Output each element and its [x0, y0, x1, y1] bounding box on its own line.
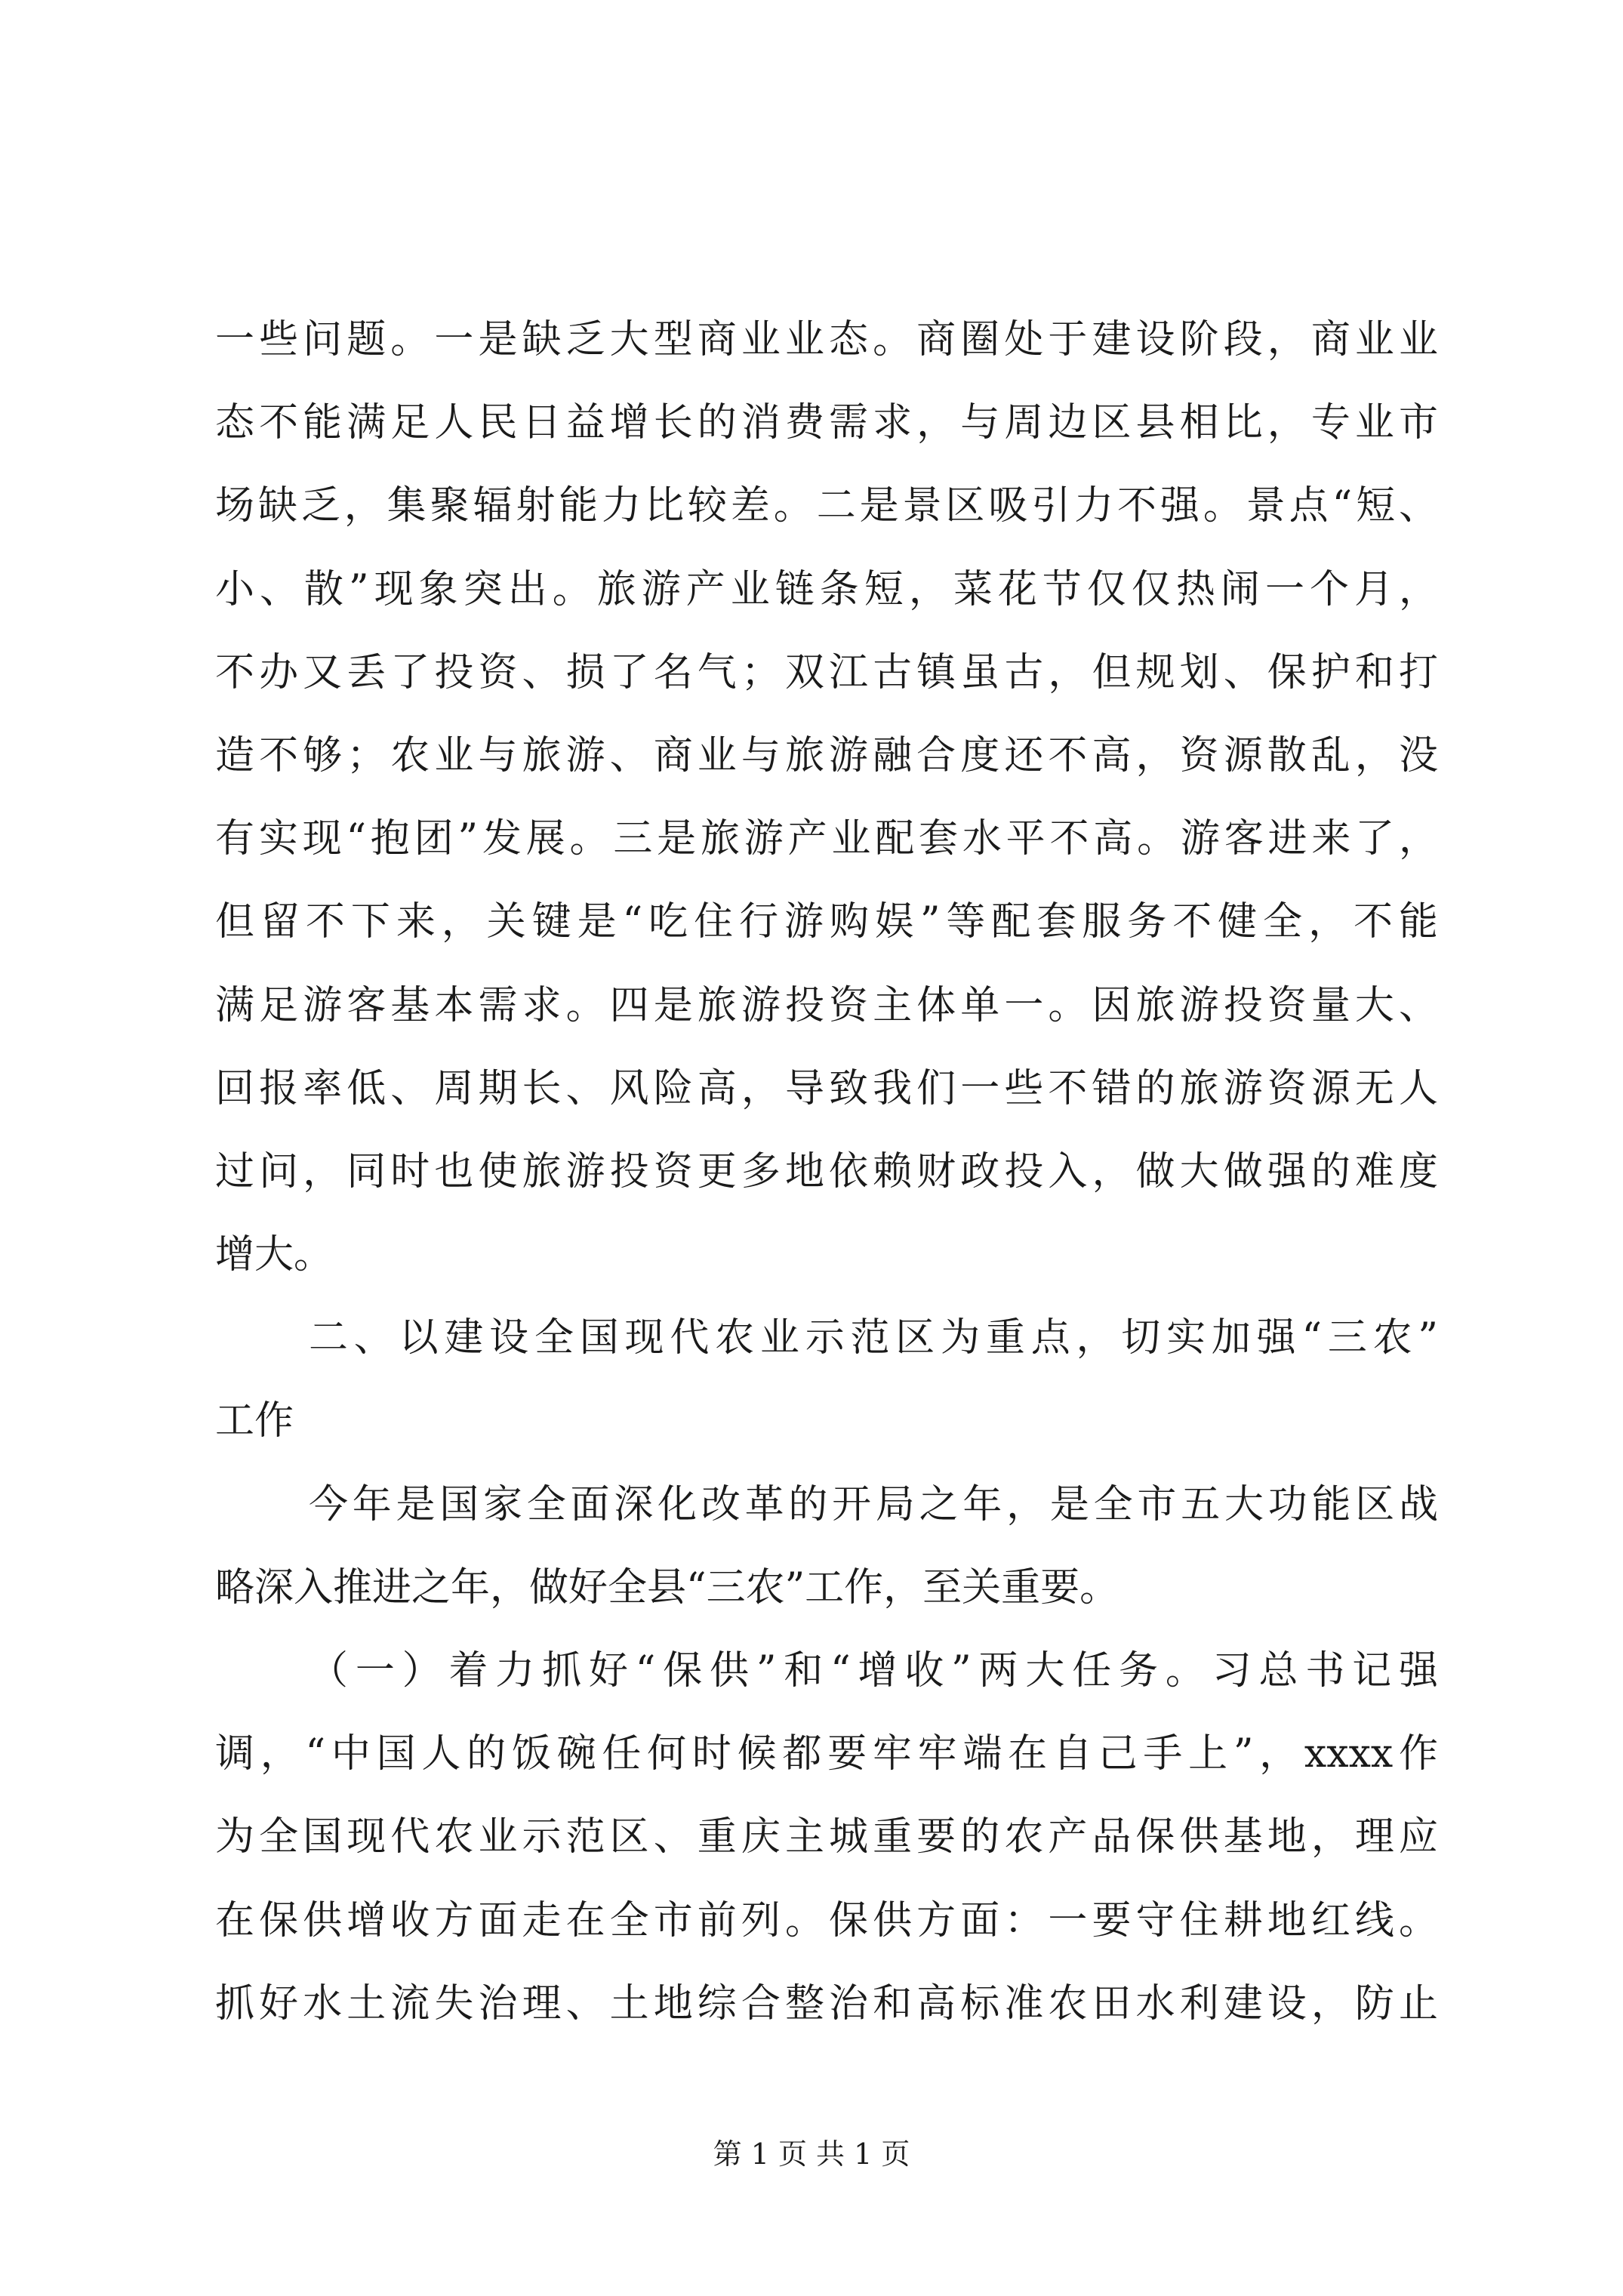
paragraph-line: 场缺乏，集聚辐射能力比较差。二是景区吸引力不强。景点“短、 — [215, 483, 1438, 529]
paragraph-line: 不办又丢了投资、损了名气；双江古镇虽古，但规划、保护和打 — [215, 649, 1438, 695]
paragraph-line: 抓好水土流失治理、土地综合整治和高标准农田水利建设，防止 — [215, 1980, 1438, 2026]
paragraph-line: 态不能满足人民日益增长的消费需求，与周边区县相比，专业市 — [215, 400, 1438, 446]
paragraph-line: 造不够；农业与旅游、商业与旅游融合度还不高，资源散乱，没 — [215, 732, 1438, 778]
paragraph-line: 小、散”现象突出。旅游产业链条短，菜花节仅仅热闹一个月， — [215, 566, 1438, 612]
section-heading-line: 二、以建设全国现代农业示范区为重点，切实加强“三农” — [309, 1315, 1438, 1361]
paragraph-line: 但留不下来，关键是“吃住行游购娱”等配套服务不健全，不能 — [215, 899, 1438, 945]
paragraph-line: 过问，同时也使旅游投资更多地依赖财政投入，做大做强的难度 — [215, 1148, 1438, 1194]
paragraph-line: 有实现“抱团”发展。三是旅游产业配套水平不高。游客进来了， — [215, 816, 1438, 862]
paragraph-line: 满足游客基本需求。四是旅游投资主体单一。因旅游投资量大、 — [215, 982, 1438, 1028]
paragraph-line: 调，“中国人的饭碗任何时候都要牢牢端在自己手上”，xxxx作 — [215, 1731, 1438, 1777]
paragraph-line: 今年是国家全面深化改革的开局之年，是全市五大功能区战 — [309, 1481, 1438, 1527]
paragraph-line: 增大。 — [215, 1232, 334, 1278]
paragraph-line: 略深入推进之年，做好全县“三农”工作，至关重要。 — [215, 1564, 1119, 1610]
paragraph-line: （一）着力抓好“保供”和“增收”两大任务。习总书记强 — [309, 1648, 1438, 1693]
paragraph-line: 为全国现代农业示范区、重庆主城重要的农产品保供基地，理应 — [215, 1814, 1438, 1860]
document-body — [215, 298, 1438, 2045]
paragraph-line: 一些问题。一是缺乏大型商业业态。商圈处于建设阶段，商业业 — [215, 317, 1438, 362]
paragraph-line: 在保供增收方面走在全市前列。保供方面：一要守住耕地红线。 — [215, 1897, 1438, 1943]
page-footer: 第 1 页 共 1 页 — [713, 2137, 910, 2171]
paragraph-line: 回报率低、周期长、风险高，导致我们一些不错的旅游资源无人 — [215, 1065, 1438, 1111]
section-heading-line: 工作 — [215, 1398, 294, 1444]
